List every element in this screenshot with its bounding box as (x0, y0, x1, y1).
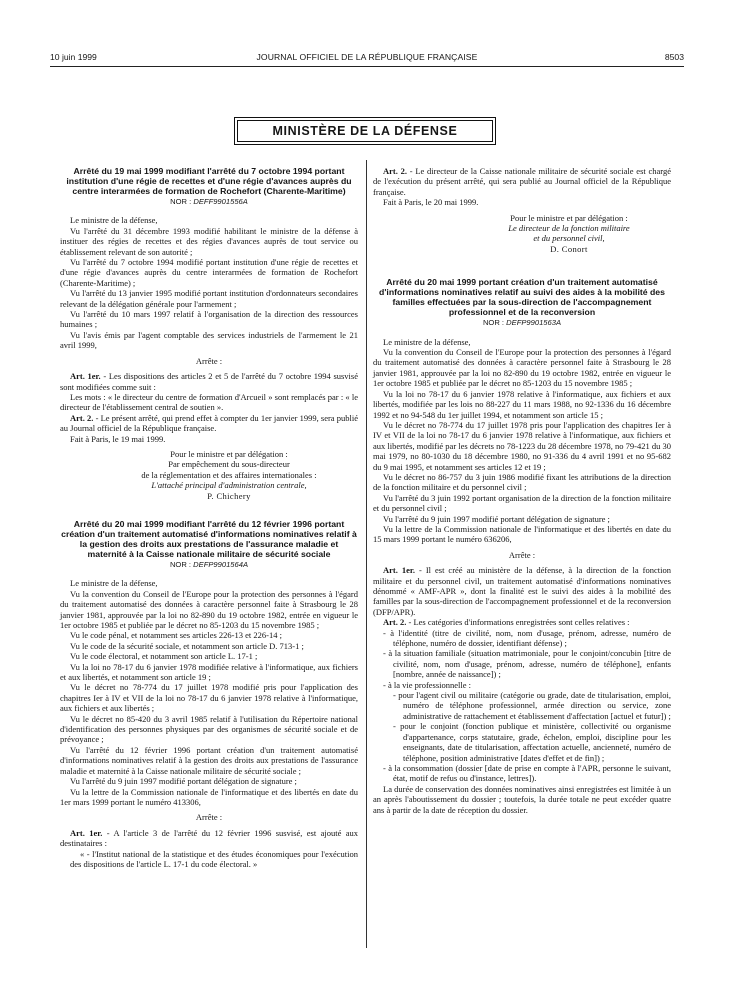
right-column (373, 166, 671, 815)
paragraph: Vu l'arrêté du 9 juin 1997 modifié portant délégation de signature ; (383, 513, 610, 524)
decree-body (373, 337, 671, 545)
arrete-heading: Arrête : (195, 355, 223, 366)
article-label: Art. 1er. (70, 827, 103, 838)
signatory-name: P. Chichery (207, 490, 251, 501)
quoted-text: « - l'Institut national de la statistique et des études économiques pour l'exécution des dispositions de l'article L. 17-1 du code électoral. » (70, 848, 358, 869)
list-item: - à l'identité (titre de civilité, nom, nom d'usage, prénom, adresse, numéro de téléphone, numéro de dossier, identifiant défense) ; (383, 627, 671, 649)
nor-code: DEFF9901556A (193, 197, 248, 206)
paragraph: Vu le décret no 86-757 du 3 juin 1986 modifié fixant les attributions de la direction de la fonction militaire et du personnel civil ; (373, 471, 671, 493)
decree-2 (60, 519, 358, 869)
arrete-heading: Arrête : (508, 549, 536, 560)
column-divider (366, 160, 367, 948)
paragraph: Vu le code de la sécurité sociale, et notamment son article D. 713-1 ; (70, 640, 304, 651)
article-label: Art. 2. (383, 166, 407, 176)
signature-block: Pour le ministre et par délégation : Le directeur de la fonction militaire et du personnel civil, D. Conort (373, 213, 671, 255)
header-journal-title: JOURNAL OFFICIEL DE LA RÉPUBLIQUE FRANÇAISE (256, 52, 478, 62)
decree-title: Arrêté du 19 mai 1999 modifiant l'arrêté du 7 octobre 1994 portant institution d'une régie de recettes et d'une régie d'avances auprès du centre interarmées de formation de Rochefort (Charente-Maritime) (66, 166, 352, 196)
paragraph: Vu le code pénal, et notamment ses articles 226-13 et 226-14 ; (70, 630, 282, 641)
paragraph: Le ministre de la défense, (70, 215, 158, 226)
article-label: Art. 1er. (70, 371, 101, 382)
paragraph: Vu l'arrêté du 10 mars 1997 relatif à l'organisation de la direction des ressources humaines ; (60, 309, 358, 330)
nor-reference: NOR : DEFP9901563A (482, 318, 562, 328)
paragraph: Vu l'arrêté du 12 février 1996 portant création d'un traitement automatisé d'informations nominatives relatif à la gestion des droits aux prestations de l'assurance maladie et maternité à la Caisse nationale militaire de sécurité sociale ; (60, 744, 358, 776)
list-item: - pour l'agent civil ou militaire (catégorie ou grade, date de titularisation, emploi, numéro de téléphone professionnel, armée direction ou service, zone administrative de rattachement et établissement d'affectation [actuel et futur]) ; (393, 690, 671, 721)
paragraph: Vu l'arrêté du 13 janvier 1995 modifié portant institution d'ordonnateurs secondaires relevant de la délégation générale pour l'armement ; (60, 288, 358, 309)
paragraph: Vu la lettre de la Commission nationale de l'informatique et des libertés en date du 1er mars 1999 portant le numéro 413306, (60, 786, 358, 807)
paragraph: Vu l'arrêté du 7 octobre 1994 modifié portant institution d'une régie de recettes et d'une régie d'avances auprès du centre interarmées de formation de Rochefort (Charente-Maritime) ; (60, 257, 358, 288)
done-at: Fait à Paris, le 20 mai 1999. (383, 197, 479, 208)
decree-title: Arrêté du 20 mai 1999 modifiant l'arrêté du 12 février 1996 portant création d'un traitement automatisé d'informations nominatives relatif à la gestion des droits aux prestations de l'assurance maladie et maternité à la Caisse nationale militaire de sécurité sociale (61, 518, 357, 559)
paragraph: Vu le décret no 78-774 du 17 juillet 1978 pris pour l'application des chapitres Ier à IV et VII de la loi no 78-17 du 6 janvier 1978 relative à l'informatique, aux fichiers et aux libertés, modifié par les décrets no 78-1223 du 28 décembre 1978, no 79-421 du 30 mai 1979, no 80-1030 du 18 décembre 1980, no 91-336 du 4 avril 1991 et no 95-682 du 9 mai 1995, et notamment ses articles 12 et 19 ; (373, 419, 671, 472)
paragraph: Les mots : « le directeur du centre de formation d'Arcueil » sont remplacés par : « le directeur de l'établissement central de soutien ». (60, 391, 358, 413)
signatory-name: D. Conort (550, 243, 588, 254)
decree-body (60, 215, 358, 350)
article-label: Art. 2. (383, 617, 407, 628)
decree-2-continued (373, 166, 671, 254)
list-item: - à la consommation (dossier [date de prise en compte à l'APR, personne le suivant, état, motif de refus ou d'instance, lettres]). (383, 762, 671, 784)
paragraph: Vu l'arrêté du 9 juin 1997 modifié portant délégation de signature ; (70, 776, 297, 787)
article-1: Art. 1er. - A l'article 3 de l'arrêté du 12 février 1996 susvisé, est ajouté aux destinataires : (60, 827, 358, 849)
sublist-container (373, 690, 671, 763)
paragraph: Vu l'arrêté du 3 juin 1992 portant organisation de la direction de la fonction militaire et du personnel civil ; (373, 492, 671, 514)
left-column (60, 166, 358, 869)
article-label: Art. 2. (70, 412, 94, 423)
professional-sublist (373, 690, 671, 763)
paragraph: Vu le décret no 78-774 du 17 juillet 1978 modifié pris pour l'application des chapitres Ier à IV et VII de la loi no 78-17 du 6 janvier 1978 relative à l'informatique, aux fichiers et aux libertés ; (60, 682, 358, 714)
nor-code: DEFP9901564A (193, 559, 249, 569)
header-rule (50, 66, 684, 67)
paragraph: Vu la convention du Conseil de l'Europe pour la protection des personnes à l'égard du traitement automatisé des données à caractère personnel faite à Strasbourg le 28 janvier 1981, approuvée par la loi no 82-890 du 19 octobre 1982, entrée en vigueur le 1er octobre 1985 et publiée par le décret no 85-1203 du 15 novembre 1985 ; (60, 588, 358, 630)
header-date: 10 juin 1999 (50, 52, 97, 62)
paragraph: Vu la convention du Conseil de l'Europe pour la protection des personnes à l'égard du traitement automatisé des données à caractère personnel faite à Strasbourg le 28 janvier 1981, approuvée par la loi no 82-890 du 19 octobre 1982, entrée en vigueur le 1er octobre 1985 et publiée par le décret no 85-1203 du 15 novembre 1985 ; (373, 347, 671, 389)
header-page-number: 8503 (664, 52, 684, 62)
article-2: Art. 2. - Le directeur de la Caisse nationale militaire de sécurité sociale est chargé de l'exécution du présent arrêté, qui sera publié au Journal officiel de la République française. (373, 166, 671, 197)
paragraph: Vu le code électoral, et notamment son article L. 17-1 ; (70, 651, 258, 662)
decree-title: Arrêté du 20 mai 1999 portant création d'un traitement automatisé d'informations nominatives relatif au suivi des aides à la mobilité des familles effectuées par la sous-direction de l'accompagnement professionnel et de la reconversion (379, 277, 665, 318)
categories-list (373, 628, 671, 784)
decree-body (60, 578, 358, 807)
decree-1 (60, 166, 358, 501)
article-2: Art. 2. - Le présent arrêté, qui prend effet à compter du 1er janvier 1999, sera publié au Journal officiel de la République française. (60, 412, 358, 434)
nor-code: DEFP9901563A (506, 318, 562, 328)
list-item: - pour le conjoint (fonction publique et ministère, collectivité ou organisme d'appartenance, corps statutaire, grade, échelon, emploi, discipline pour les enseignants, date de titularisation, affectation actuelle, ancienneté, numéro de téléphone, position administrative [dates d'effet et de fin]) ; (393, 721, 671, 763)
paragraph: Vu l'arrêté du 31 décembre 1993 modifié habilitant le ministre de la défense à instituer des régies de recettes et des régies d'avances auprès de tout service ou établissement relevant de son autorité ; (60, 225, 358, 257)
signature-block: Pour le ministre et par délégation : Par empêchement du sous-directeur de la réglementation et des affaires internationales : L'attaché principal d'administration centrale, P. Chichery (60, 449, 358, 501)
nor-reference: NOR : DEFF9901556A (170, 197, 248, 206)
closing-paragraph: La durée de conservation des données nominatives ainsi enregistrées est limitée à un an après l'aboutissement du dossier ; toutefois, la durée totale ne peut excéder quatre ans à partir de la date de réception du dossier. (373, 783, 671, 815)
done-at: Fait à Paris, le 19 mai 1999. (70, 433, 166, 444)
nor-reference: NOR : DEFP9901564A (169, 559, 249, 569)
paragraph: Vu la loi no 78-17 du 6 janvier 1978 relative à l'informatique, aux fichiers et aux libertés, modifiée par les lois no 88-227 du 11 mars 1988, no 92-1336 du 16 décembre 1992 et no 94-548 du 1er juillet 1994, et notamment son article 15 ; (373, 388, 671, 420)
ministry-heading: MINISTÈRE DE LA DÉFENSE (237, 120, 493, 142)
paragraph: Le ministre de la défense, (70, 578, 158, 589)
list-item: - à la situation familiale (situation matrimoniale, pour le conjoint/concubin [titre de civilité, nom, nom d'usage, prénom, adresse, numéro de téléphone], enfants [nombre, année de naissance]) ; (383, 648, 671, 680)
paragraph: Le ministre de la défense, (383, 336, 471, 347)
decree-3 (373, 277, 671, 815)
paragraph: Vu le décret no 85-420 du 3 avril 1985 relatif à l'utilisation du Répertoire national d'identification des personnes physiques par des organismes de sécurité sociale et de prévoyance ; (60, 713, 358, 745)
running-header (50, 52, 684, 66)
arrete-heading: Arrête : (195, 812, 223, 823)
article-2: Art. 2. - Les catégories d'informations enregistrées sont celles relatives : (383, 617, 630, 628)
paragraph: Vu l'avis émis par l'agent comptable des services industriels de l'armement le 21 avril 1999, (60, 329, 358, 351)
paragraph: Vu la lettre de la Commission nationale de l'informatique et des libertés en date du 15 mars 1999 portant le numéro 636206, (373, 523, 671, 545)
article-1: Art. 1er. - Il est créé au ministère de la défense, à la direction de la fonction militaire et du personnel civil, un traitement automatisé d'informations nominatives dénommé « AMF-APR », dont la finalité est le suivi des aides à la mobilité des familles par la sous-direction de l'accompagnement professionnel et de la reconversion (DFP/APR). (373, 565, 671, 617)
article-label: Art. 1er. (383, 565, 415, 576)
list-item: - à la vie professionnelle : (383, 679, 472, 690)
article-1: Art. 1er. - Les dispositions des articles 2 et 5 de l'arrêté du 7 octobre 1994 susvisé sont modifiées comme suit : (60, 371, 359, 392)
paragraph: Vu la loi no 78-17 du 6 janvier 1978 modifiée relative à l'informatique, aux fichiers et aux libertés, et notamment son article 19 ; (60, 661, 358, 683)
